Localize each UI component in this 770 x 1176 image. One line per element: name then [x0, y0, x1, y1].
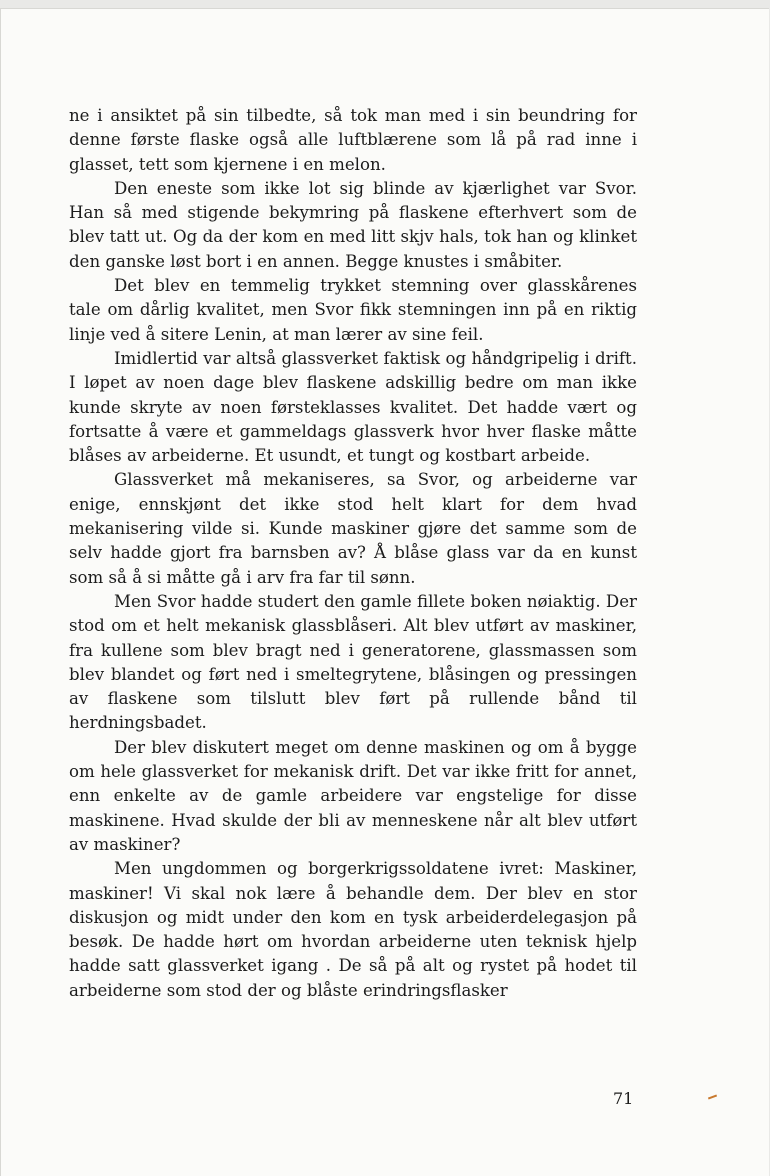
paragraph: Men ungdommen og borgerkrigssoldatene ivret: Maskiner, maskiner! Vi skal nok lære å behandle dem. Der blev en stor diskusjon og midt under den kom en tysk arbeiderdelegasjon på besøk. De hadde hørt om hvordan arbeiderne uten teknisk hjelp hadde satt glassverket igang . De så på alt og rystet på hodet til arbeiderne som stod der og blåste erindringsflasker [69, 859, 637, 1000]
paragraph: ne i ansiktet på sin tilbedte, så tok man med i sin beundring for denne første flaske også alle luftblærene som lå på rad inne i glasset, tett som kjernene i en melon. [69, 106, 637, 174]
paragraph: Det blev en temmelig trykket stemning over glasskårenes tale om dårlig kvalitet, men Svor fikk stemningen inn på en riktig linje ved å sitere Lenin, at man lærer av sine feil. [69, 276, 637, 344]
paragraph: Den eneste som ikke lot sig blinde av kjærlighet var Svor. Han så med stigende bekymring på flaskene efterhvert som de blev tatt ut. Og da der kom en med litt skjv hals, tok han og klinket den ganske løst bort i en annen. Begge knustes i småbiter. [69, 178, 637, 271]
page-number: 71 [613, 1089, 634, 1108]
paragraph: Glassverket må mekaniseres, sa Svor, og arbeiderne var enige, ennskjønt det ikke stod helt klart for dem hvad mekanisering vilde si. Kunde maskiner gjøre det samme som de selv hadde gjort fra barnsben av? Å blåse glass var da en kunst som så å si måtte gå i arv fra far til sønn. [69, 470, 637, 587]
margin-mark [708, 1095, 717, 1100]
paragraph: Der blev diskutert meget om denne maskinen og om å bygge om hele glassverket for mekanisk drift. Det var ikke fritt for annet, enn enkelte av de gamle arbeidere var engstelige for disse maskinene. Hvad skulde der bli av menneskene når alt blev utført av maskiner? [69, 737, 637, 854]
book-page [0, 8, 769, 1176]
paragraph: Imidlertid var altså glassverket faktisk og håndgripelig i drift. I løpet av noen dage blev flaskene adskillig bedre om man ikke kunde skryte av noen førsteklasses kvalitet. Det hadde vært og fortsatte å være et gammeldags glassverk hvor hver flaske måtte blåses av arbeiderne. Et usundt, et tungt og kostbart arbeide. [69, 348, 637, 466]
paragraph: Men Svor hadde studert den gamle fillete boken nøiaktig. Der stod om et helt mekanisk glassblåseri. Alt blev utført av maskiner, fra kullene som blev bragt ned i generatorene, glassmassen som blev blandet og ført ned i smeltegrytene, blåsingen og pressingen av flaskene som tilslutt blev ført på rullende bånd til herdningsbadet. [69, 591, 637, 733]
body-text [69, 104, 637, 1003]
